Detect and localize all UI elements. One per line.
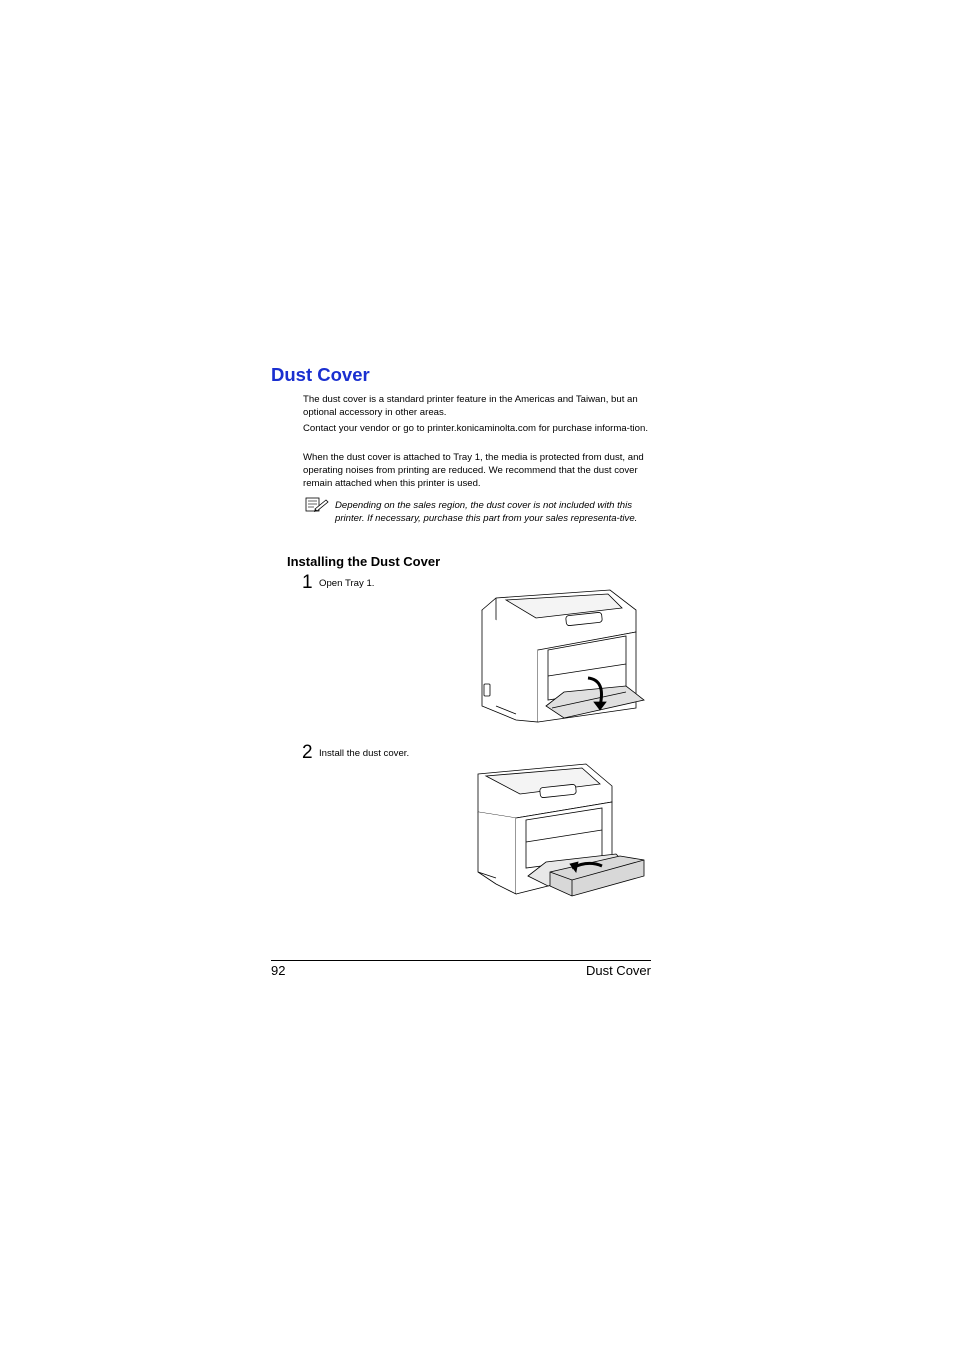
page-number: 92 [271, 963, 286, 978]
step-1-text: Open Tray 1. [319, 578, 375, 589]
note-pencil-icon [305, 497, 329, 513]
step-2-number: 2 [302, 742, 313, 763]
page-title: Dust Cover [271, 364, 370, 385]
step-2-text: Install the dust cover. [319, 748, 410, 759]
procedure-heading: Installing the Dust Cover [287, 554, 441, 569]
note-text: Depending on the sales region, the dust cover is not included with this printer. If necessary, purchase this part from your sales representa-tive. [335, 500, 638, 524]
intro-paragraph-2: Contact your vendor or go to printer.konicaminolta.com for purchase informa-tion. [303, 423, 649, 434]
step-1-number: 1 [302, 572, 313, 593]
footer-section-title: Dust Cover [585, 963, 651, 978]
printer-install-dust-cover-illustration [476, 760, 648, 898]
printer-open-tray-illustration [476, 588, 648, 728]
footer-rule [271, 960, 651, 961]
intro-paragraph-3: When the dust cover is attached to Tray 1, the media is protected from dust, and operating noises from printing are reduced. We recommend that the dust cover remain attached when this printer is used. [303, 452, 644, 489]
intro-paragraph-1: The dust cover is a standard printer feature in the Americas and Taiwan, but an optional accessory in other areas. [303, 394, 638, 418]
